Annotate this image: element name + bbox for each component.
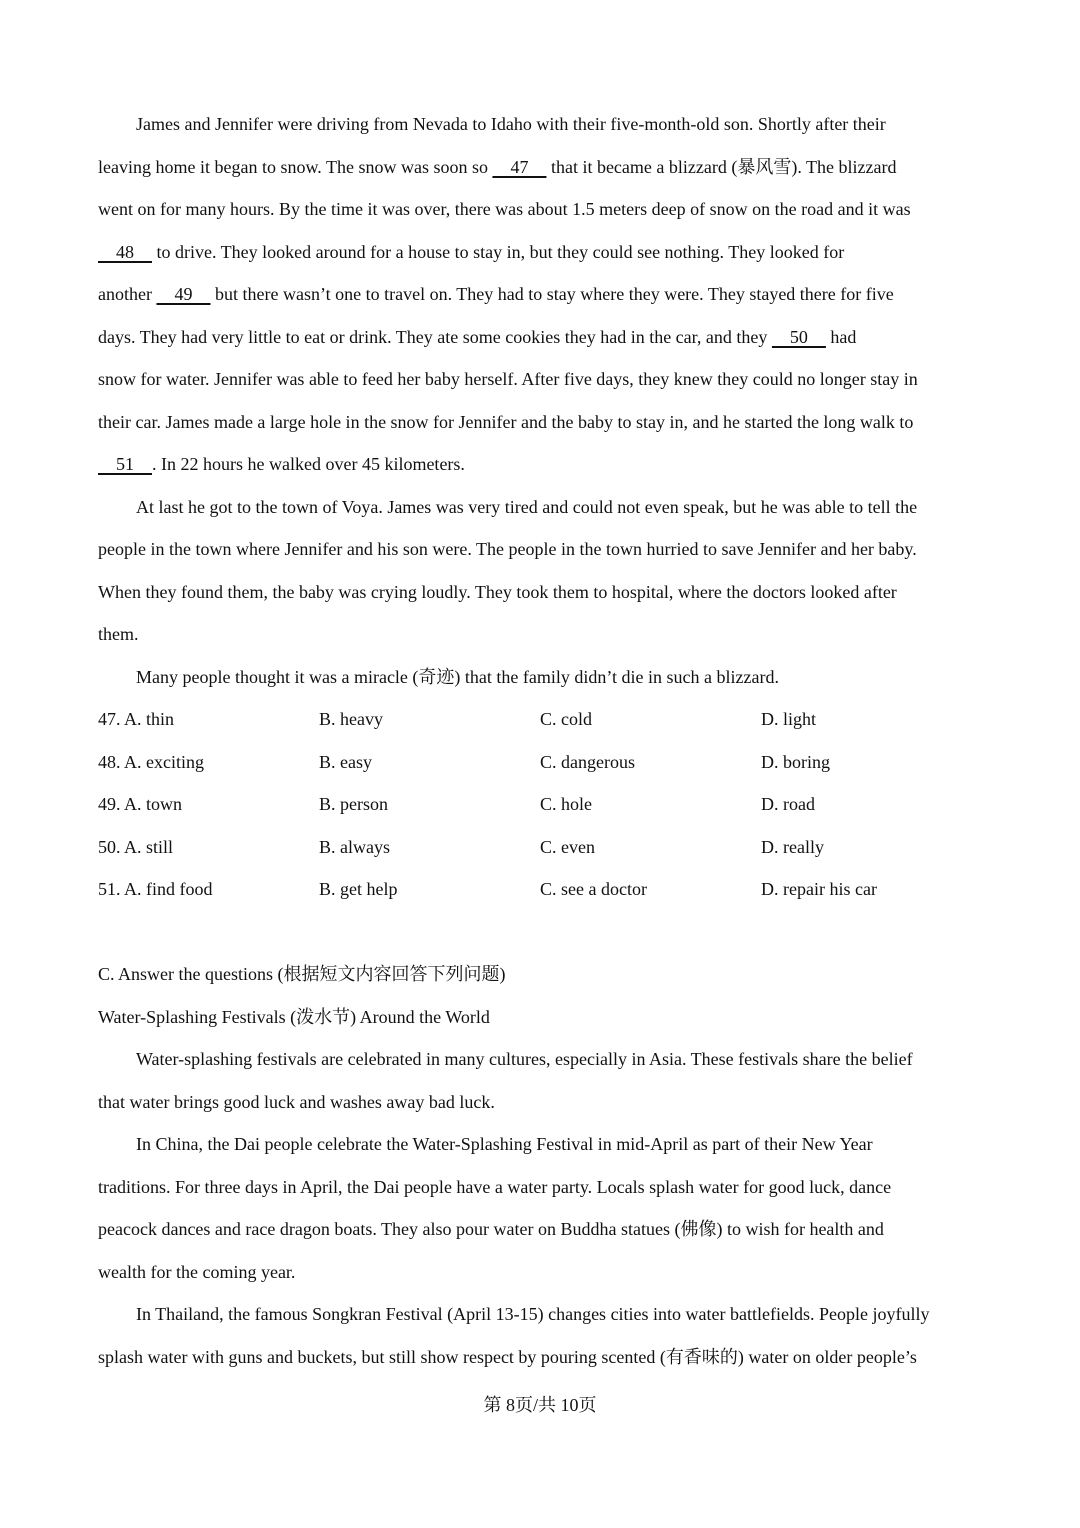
- option-c: C. see a doctor: [540, 879, 647, 899]
- section-c-heading: C. Answer the questions (根据短文内容回答下列问题): [98, 964, 506, 984]
- question-47-options: [98, 698, 984, 741]
- blank-49: 49: [156, 284, 211, 304]
- section-spacer: [98, 911, 984, 954]
- page-content: [98, 103, 984, 1378]
- text-line: peacock dances and race dragon boats. They also pour water on Buddha statues (佛像) to wish for health and: [98, 1219, 884, 1239]
- passage-b-paragraph-3: [98, 656, 984, 699]
- option-a: 49. A. town: [98, 794, 183, 814]
- blank-51: 51: [98, 454, 152, 474]
- page-number: 第 8页/共 10页: [483, 1395, 597, 1415]
- blank-48: 48: [98, 241, 152, 262]
- text-line: people in the town where Jennifer and his son were. The people in the town hurried to save Jennifer and her baby.: [98, 539, 917, 559]
- option-a: 47. A. thin: [98, 709, 175, 729]
- text-line: snow for water. Jennifer was able to feed her baby herself. After five days, they knew they could no longer stay in: [98, 369, 918, 389]
- passage-b-paragraph-1: [98, 103, 984, 486]
- option-c: C. dangerous: [540, 751, 635, 772]
- blank-50: 50: [771, 326, 826, 347]
- text-line: another 49 but there wasn’t one to travel on. They had to stay where they were. They stayed there for five: [98, 284, 894, 304]
- option-d: D. road: [761, 794, 815, 814]
- question-50-options: [98, 826, 984, 869]
- option-c: C. even: [540, 836, 595, 857]
- option-b: B. always: [319, 836, 390, 857]
- text-line: them.: [98, 624, 139, 644]
- option-c: C. hole: [540, 794, 592, 814]
- option-d: D. repair his car: [761, 879, 877, 899]
- blank-47: 47: [492, 156, 547, 177]
- text-line: Water-splashing festivals are celebrated in many cultures, especially in Asia. These festivals share the belief: [136, 1049, 913, 1069]
- text-line: James and Jennifer were driving from Nevada to Idaho with their five-month-old son. Shortly after their: [136, 114, 886, 134]
- passage-b-paragraph-2: [98, 486, 984, 656]
- question-49-options: [98, 783, 984, 826]
- text-line: 48 to drive. They looked around for a house to stay in, but they could see nothing. They looked for: [98, 241, 845, 262]
- option-d: D. really: [761, 836, 824, 857]
- question-51-options: [98, 868, 984, 911]
- section-c-paragraph-2: [98, 1123, 984, 1293]
- option-a: 51. A. find food: [98, 879, 213, 899]
- option-b: B. easy: [319, 751, 372, 772]
- text-line: went on for many hours. By the time it was over, there was about 1.5 meters deep of snow on the road and it was: [98, 199, 911, 219]
- text-line: At last he got to the town of Voya. James was very tired and could not even speak, but he was able to tell the: [136, 496, 918, 517]
- text-line: that water brings good luck and washes away bad luck.: [98, 1091, 495, 1112]
- option-d: D. boring: [761, 751, 830, 772]
- text-line: In Thailand, the famous Songkran Festival (April 13-15) changes cities into water battlefields. People joyfully: [136, 1304, 930, 1324]
- option-b: B. get help: [319, 879, 398, 899]
- text-line: traditions. For three days in April, the Dai people have a water party. Locals splash water for good luck, dance: [98, 1176, 892, 1197]
- section-c-paragraph-3: [98, 1293, 984, 1378]
- text-line: their car. James made a large hole in the snow for Jennifer and the baby to stay in, and he started the long walk to: [98, 411, 914, 432]
- option-a: 50. A. still: [98, 836, 174, 857]
- text-line: wealth for the coming year.: [98, 1261, 296, 1282]
- question-48-options: [98, 741, 984, 784]
- passage-title: Water-Splashing Festivals (泼水节) Around the World: [98, 1006, 490, 1027]
- answer-options: [98, 698, 984, 911]
- option-b: B. heavy: [319, 709, 383, 729]
- text-line: leaving home it began to snow. The snow was soon so 47 that it became a blizzard (暴风雪). The blizzard: [98, 156, 897, 177]
- text-line: In China, the Dai people celebrate the Water-Splashing Festival in mid-April as part of their New Year: [136, 1134, 873, 1154]
- text-line: Many people thought it was a miracle (奇迹) that the family didn’t die in such a blizzard.: [136, 666, 779, 687]
- option-c: C. cold: [540, 709, 592, 729]
- option-d: D. light: [761, 709, 817, 729]
- text-line: When they found them, the baby was crying loudly. They took them to hospital, where the doctors looked after: [98, 581, 897, 602]
- option-a: 48. A. exciting: [98, 751, 204, 772]
- text-line: 51 . In 22 hours he walked over 45 kilometers.: [98, 454, 465, 474]
- option-b: B. person: [319, 794, 388, 814]
- text-line: splash water with guns and buckets, but still show respect by pouring scented (有香味的) water on older people’s: [98, 1346, 917, 1367]
- section-c-paragraph-1: [98, 1038, 984, 1123]
- text-line: days. They had very little to eat or drink. They ate some cookies they had in the car, and they 50 had: [98, 326, 857, 347]
